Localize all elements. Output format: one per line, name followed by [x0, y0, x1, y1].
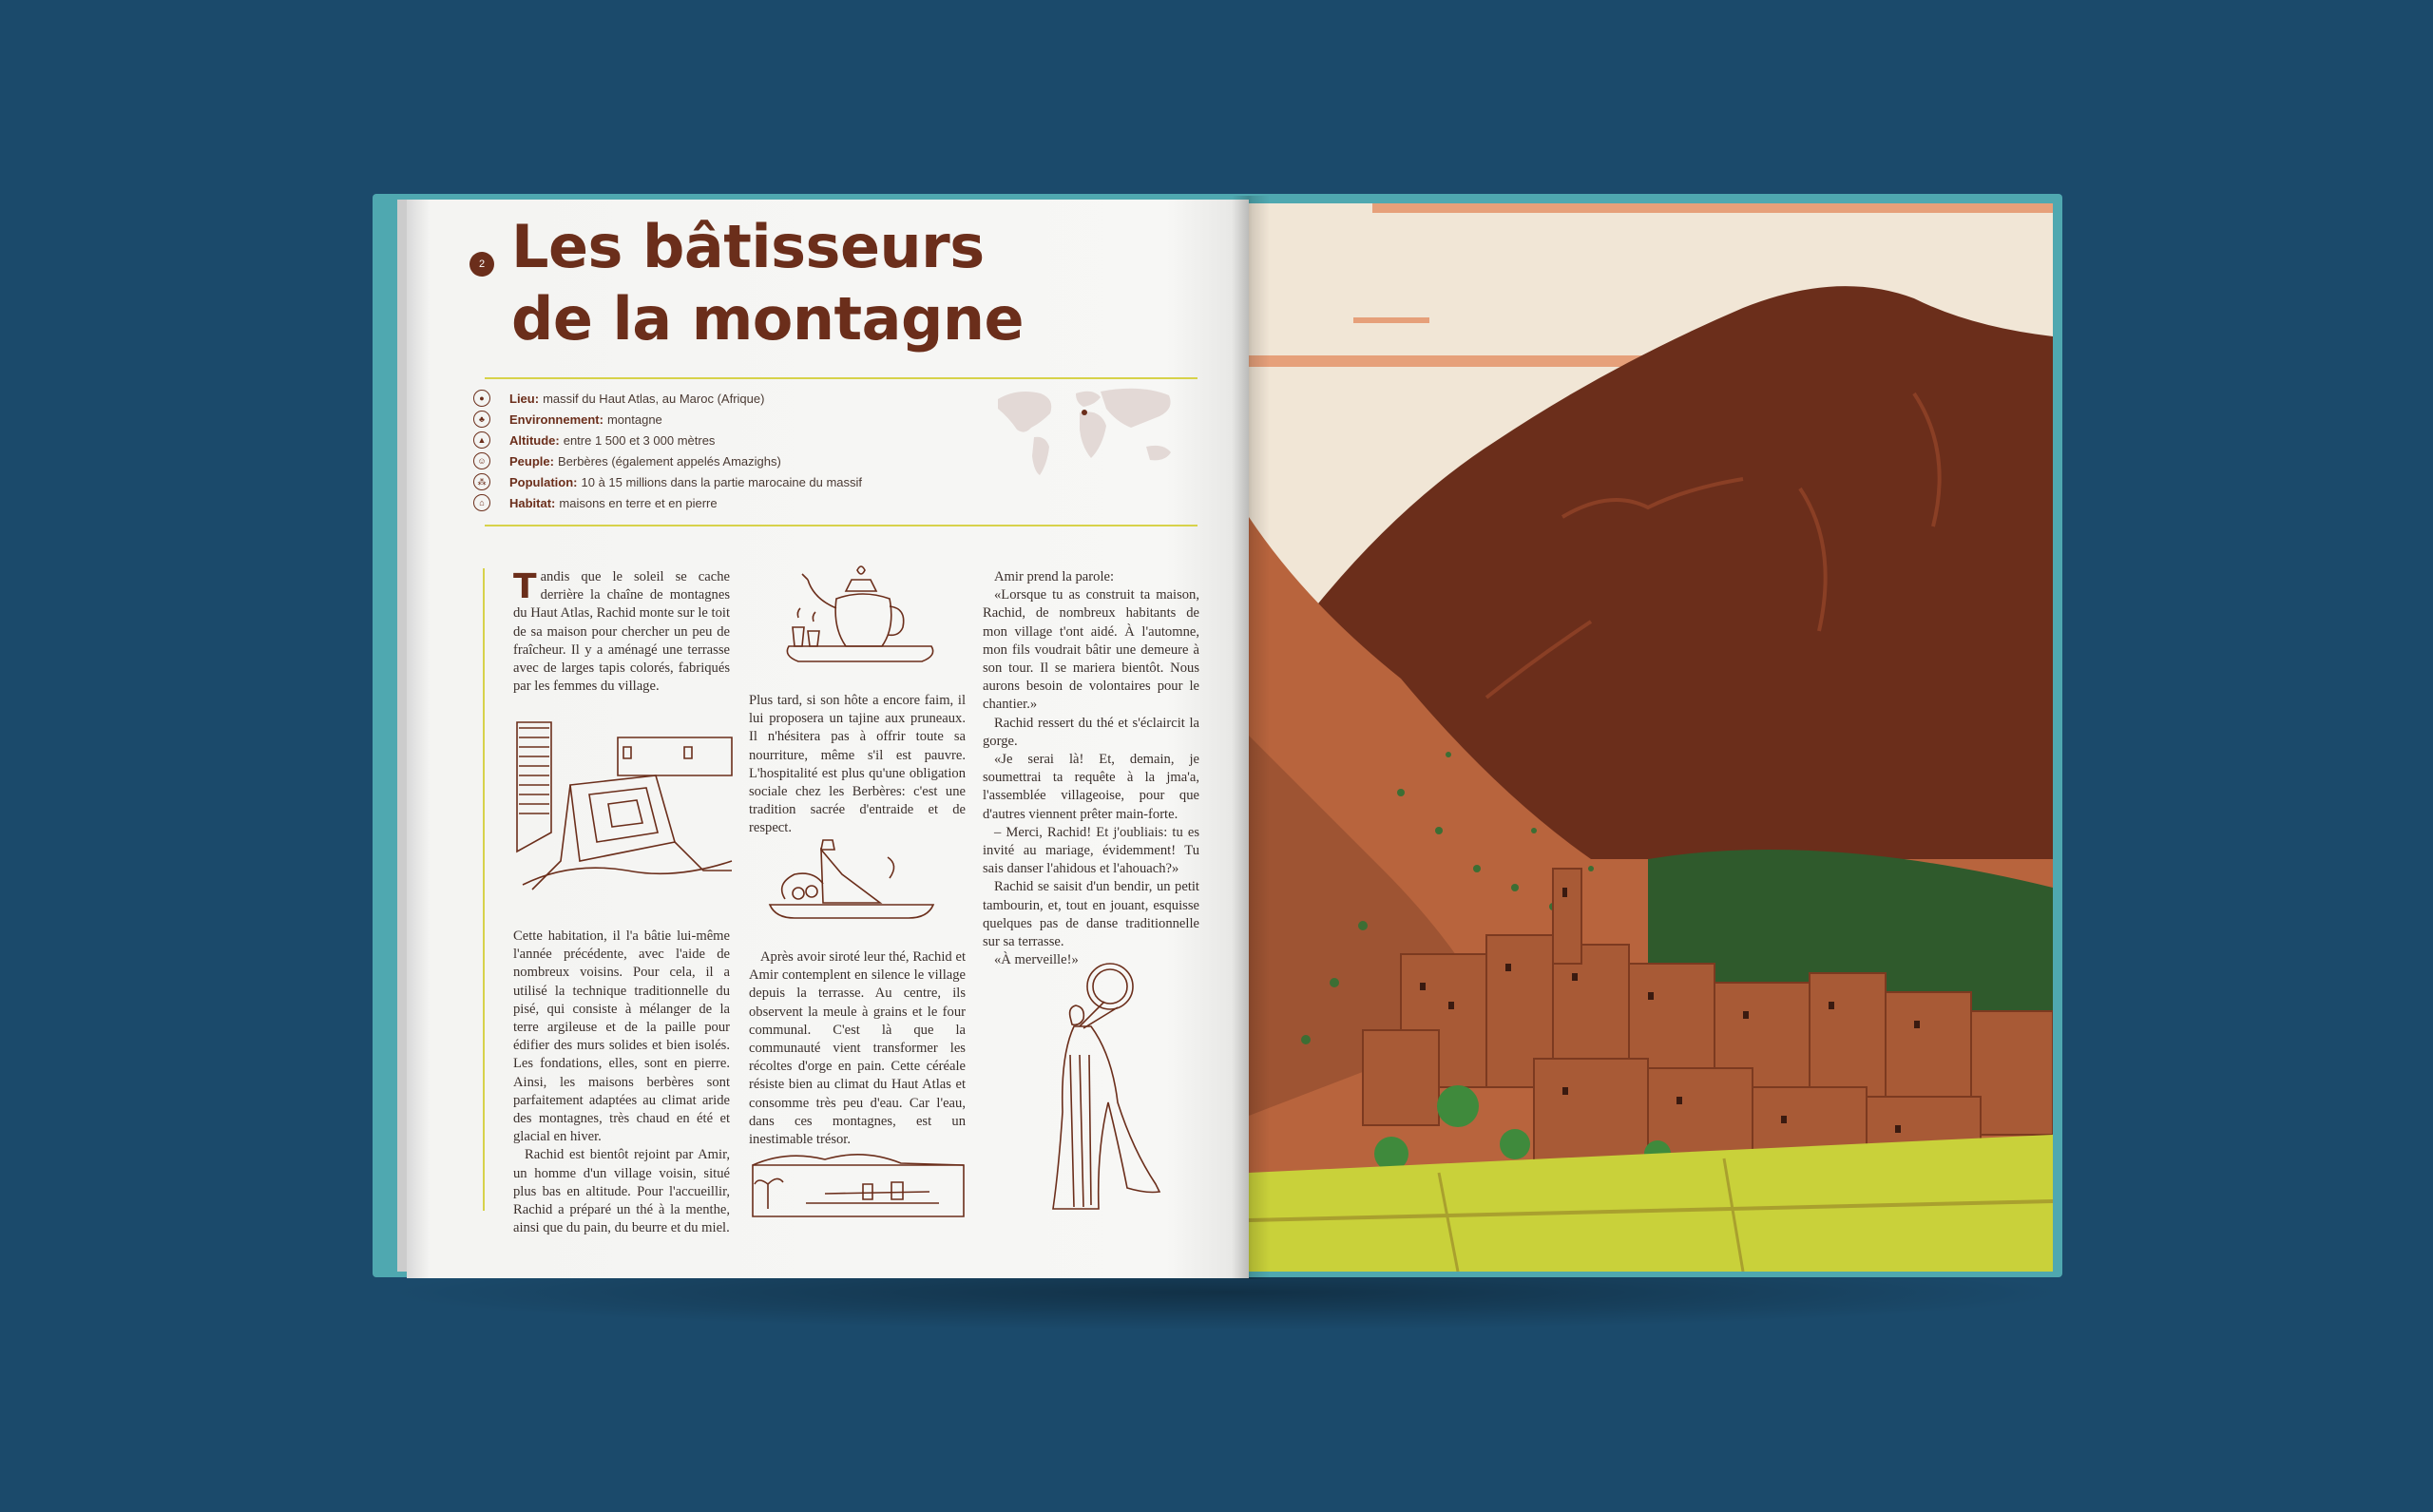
- paragraph: Rachid ressert du thé et s'éclaircit la gorge.: [983, 715, 1199, 749]
- fact-label: Lieu:: [509, 391, 540, 406]
- chapter-number-badge: 2: [469, 252, 494, 277]
- paragraph: «Lorsque tu as construit ta maison, Rachid, de nombreux habitants de mon village t'ont aidé. À l'automne, mon fils voudrait bâtir une demeure à son tour. Il se mariera bientôt. Nous aurons besoin de volontaires pour le chantier.»: [983, 587, 1199, 713]
- fact-altitude: [473, 430, 1006, 450]
- title-line-2: de la montagne: [511, 284, 1025, 354]
- text-column-3: [983, 568, 1199, 969]
- fact-people: [473, 450, 1006, 471]
- rooftop-carpet-illustration: [513, 718, 734, 893]
- paragraph: Après avoir siroté leur thé, Rachid et Amir contemplent en silence le village depuis la terrasse. Au centre, ils observent la meule à grains et le four communal. C'est là que la communauté vient transformer les récoltes d'orge en pain. Cette céréale résiste bien au climat du Haut Atlas et consomme très peu d'eau. Car l'eau, dans ces montagnes, est un inestimable trésor.: [749, 949, 966, 1148]
- fact-value: Berbères (également appelés Amazighs): [557, 453, 781, 469]
- crowd-icon: ⁂: [473, 473, 490, 490]
- fact-value: maisons en terre et en pierre: [559, 495, 718, 510]
- tajine-illustration: [766, 836, 937, 922]
- dropcap: T: [513, 567, 537, 606]
- paragraph: Plus tard, si son hôte a encore faim, il lui proposera un tajine aux pruneaux. Il n'hésitera pas à offrir toute sa nourriture, même s'il est pauvre. L'hospitalité est plus qu'une obligation sociale chez les Berbères: c'est une tradition sacrée d'entraide et de respect.: [749, 693, 966, 836]
- fact-label: Habitat:: [509, 495, 556, 510]
- drummer-illustration: [1042, 960, 1175, 1216]
- fact-value: 10 à 15 millions dans la partie marocaine du massif: [581, 474, 863, 489]
- teapot-illustration: [770, 561, 941, 675]
- tree-icon: ♣: [473, 411, 490, 428]
- text-column-1-continued: [513, 928, 730, 1237]
- right-page: [1249, 203, 2053, 1272]
- fact-location: [473, 388, 1006, 409]
- person-icon: ☺: [473, 452, 490, 469]
- fact-habitat: [473, 492, 1006, 513]
- fact-label: Altitude:: [509, 432, 560, 448]
- text-column-1: [513, 568, 730, 696]
- paragraph: Cette habitation, il l'a bâtie lui-même l'année précédente, avec l'aide de nombreux voisins. Pour cela, il a utilisé la technique traditionnelle du pisé, qui consiste à mélanger de la terre argileuse et de la paille pour édifier des murs solides et bien isolés. Les fondations, elles, sont en pierre. Ainsi, les maisons berbères sont parfaitement adaptées au climat aride des montagnes, très chaud en été et glacial en hiver.: [513, 928, 730, 1145]
- paragraph: andis que le soleil se cache derrière la chaîne de montagnes du Haut Atlas, Rachid monte sur le toit de sa maison pour chercher un peu de fraîcheur. Il y a aménagé une terrasse avec de larges tapis colorés, fabriqués par les femmes du village.: [513, 569, 730, 695]
- fact-label: Population:: [509, 474, 578, 489]
- fact-population: [473, 471, 1006, 492]
- text-column-2-continued: [749, 948, 966, 1149]
- fact-value: massif du Haut Atlas, au Maroc (Afrique): [543, 391, 765, 406]
- location-pin-icon: ●: [473, 390, 490, 407]
- book-gutter: [1232, 196, 1270, 1279]
- mountain-icon: ▲: [473, 431, 490, 449]
- morocco-marker-icon: [1082, 410, 1087, 415]
- fact-environment: [473, 409, 1006, 430]
- fact-box-top-rule: [485, 377, 1197, 379]
- fact-value: entre 1 500 et 3 000 mètres: [563, 432, 716, 448]
- fact-value: montagne: [606, 411, 662, 427]
- paragraph: «À merveille!»: [994, 952, 1079, 968]
- title-line-1: Les bâtisseurs: [511, 212, 985, 281]
- fact-list: [473, 388, 1006, 513]
- atlas-village-illustration: [1249, 203, 2053, 1272]
- fact-label: Peuple:: [509, 453, 554, 469]
- paragraph: «Je serai là! Et, demain, je soumettrai ta requête à la jma'a, l'assemblée villageoise, pour que d'autres viennent prêter main-forte.: [983, 752, 1199, 822]
- fact-box-bottom-rule: [485, 525, 1197, 526]
- paragraph: Amir prend la parole:: [994, 569, 1115, 584]
- paragraph: Rachid est bientôt rejoint par Amir, un homme d'un village voisin, situé plus bas en altitude. Pour l'accueillir, Rachid a préparé un thé à la menthe, ainsi que du pain, du beurre et du miel.: [513, 1147, 730, 1236]
- text-column-2: [749, 692, 966, 838]
- world-map-icon: [988, 380, 1188, 485]
- paragraph: – Merci, Rachid! Et j'oubliais: tu es invité au mariage, évidemment! Tu sais danser l'ahidous et l'ahouach?»: [983, 824, 1199, 877]
- page-title: [511, 211, 1177, 355]
- house-icon: ⌂: [473, 494, 490, 511]
- column-side-rule: [483, 568, 485, 1211]
- paragraph: Rachid se saisit d'un bendir, un petit tambourin, et, tout en jouant, esquisse quelques pas de danse traditionnelle sur sa terrasse.: [983, 879, 1199, 950]
- village-landscape-illustration: [749, 1146, 967, 1218]
- fact-label: Environnement:: [509, 411, 603, 427]
